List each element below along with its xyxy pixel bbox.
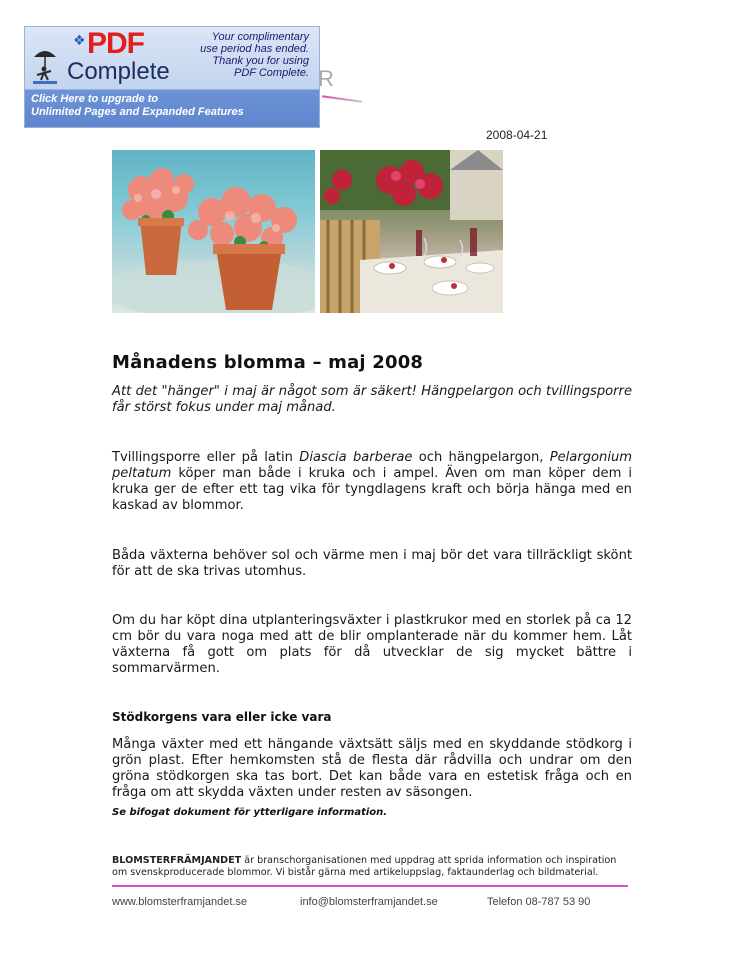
- paragraph-1-text-a: Tvillingsporre eller på latin: [112, 450, 300, 465]
- latin-name-diascia: Diascia barberae: [299, 450, 413, 465]
- header-logo-fragment: R: [318, 66, 334, 91]
- footer-divider: [112, 885, 628, 887]
- stack-diamond-icon: ❖: [73, 33, 86, 49]
- paragraph-1: [112, 450, 632, 514]
- document-date: 2008-04-21: [486, 128, 548, 142]
- footer-website-link[interactable]: www.blomsterframjandet.se: [112, 896, 248, 908]
- upgrade-link[interactable]: Click Here to upgrade to Unlimited Pages and Expanded Features: [31, 93, 244, 118]
- banner-pdf-word: PDF: [87, 27, 144, 60]
- photo-potted-diascia: [112, 150, 315, 313]
- paragraph-1-text-c: köper man både i kruka och i ampel. Även om man köper dem i kruka ger de efter ett tag vika för tyngdlagens kraft och börja hänga med en kaskad av blommor.: [112, 466, 632, 513]
- banner-expired-note: Your complimentary use period has ended. Thank you for using PDF Complete.: [200, 31, 309, 79]
- attachment-note: Se bifogat dokument för ytterligare information.: [112, 807, 388, 818]
- pdf-complete-upgrade-banner[interactable]: [24, 26, 320, 128]
- latin-name-pelargonium: Pelargonium peltatum: [112, 450, 633, 481]
- section-subheading: Stödkorgens vara eller icke vara: [112, 710, 332, 724]
- paragraph-4: Många växter med ett hängande växtsätt säljs med en skyddande stödkorg i grön plast. Efter hemkomsten stå de flesta där rådvilla och undrar om den gröna stödkorgen ska tas bort. Det kan både vara en estetisk fråga och en fråga om att skydda växten under resten av säsongen.: [112, 737, 632, 800]
- paragraph-2: Båda växterna behöver sol och värme men i maj bör det vara tillräckligt skönt för att de ska trivas utomhus.: [112, 548, 632, 579]
- photo-garden-table: [320, 150, 503, 313]
- footer-email-link[interactable]: info@blomsterframjandet.se: [300, 896, 438, 908]
- article-title: Månadens blomma – maj 2008: [112, 352, 424, 373]
- footer-phone: Telefon 08-787 53 90: [487, 896, 591, 908]
- paragraph-1-text-b: och hängpelargon,: [412, 450, 550, 465]
- umbrella-figure-icon: [31, 47, 59, 85]
- article-lead: Att det "hänger" i maj är något som är säkert! Hängpelargon och tvillingsporre får störst fokus under maj månad.: [112, 384, 632, 415]
- footer-description: [112, 855, 632, 879]
- footer-org-text: är branschorganisationen med uppdrag att sprida information och inspiration om svenskproducerade blommor. Vi bistår gärna med artikeluppslag, faktaunderlag och bildmaterial.: [112, 855, 617, 878]
- paragraph-3: Om du har köpt dina utplanteringsväxter i plastkrukor med en storlek på ca 12 cm bör du vara noga med att de blir omplanterade när du kommer hem. Låt växterna få gott om plats för då utvecklar de sig mycket bättre i sommarvärmen.: [112, 613, 632, 676]
- banner-complete-word: Complete: [67, 58, 170, 85]
- pdf-complete-logo: [25, 27, 175, 91]
- footer-org-name: BLOMSTERFRÄMJANDET: [112, 855, 242, 866]
- header-logo-swoosh: [322, 95, 362, 103]
